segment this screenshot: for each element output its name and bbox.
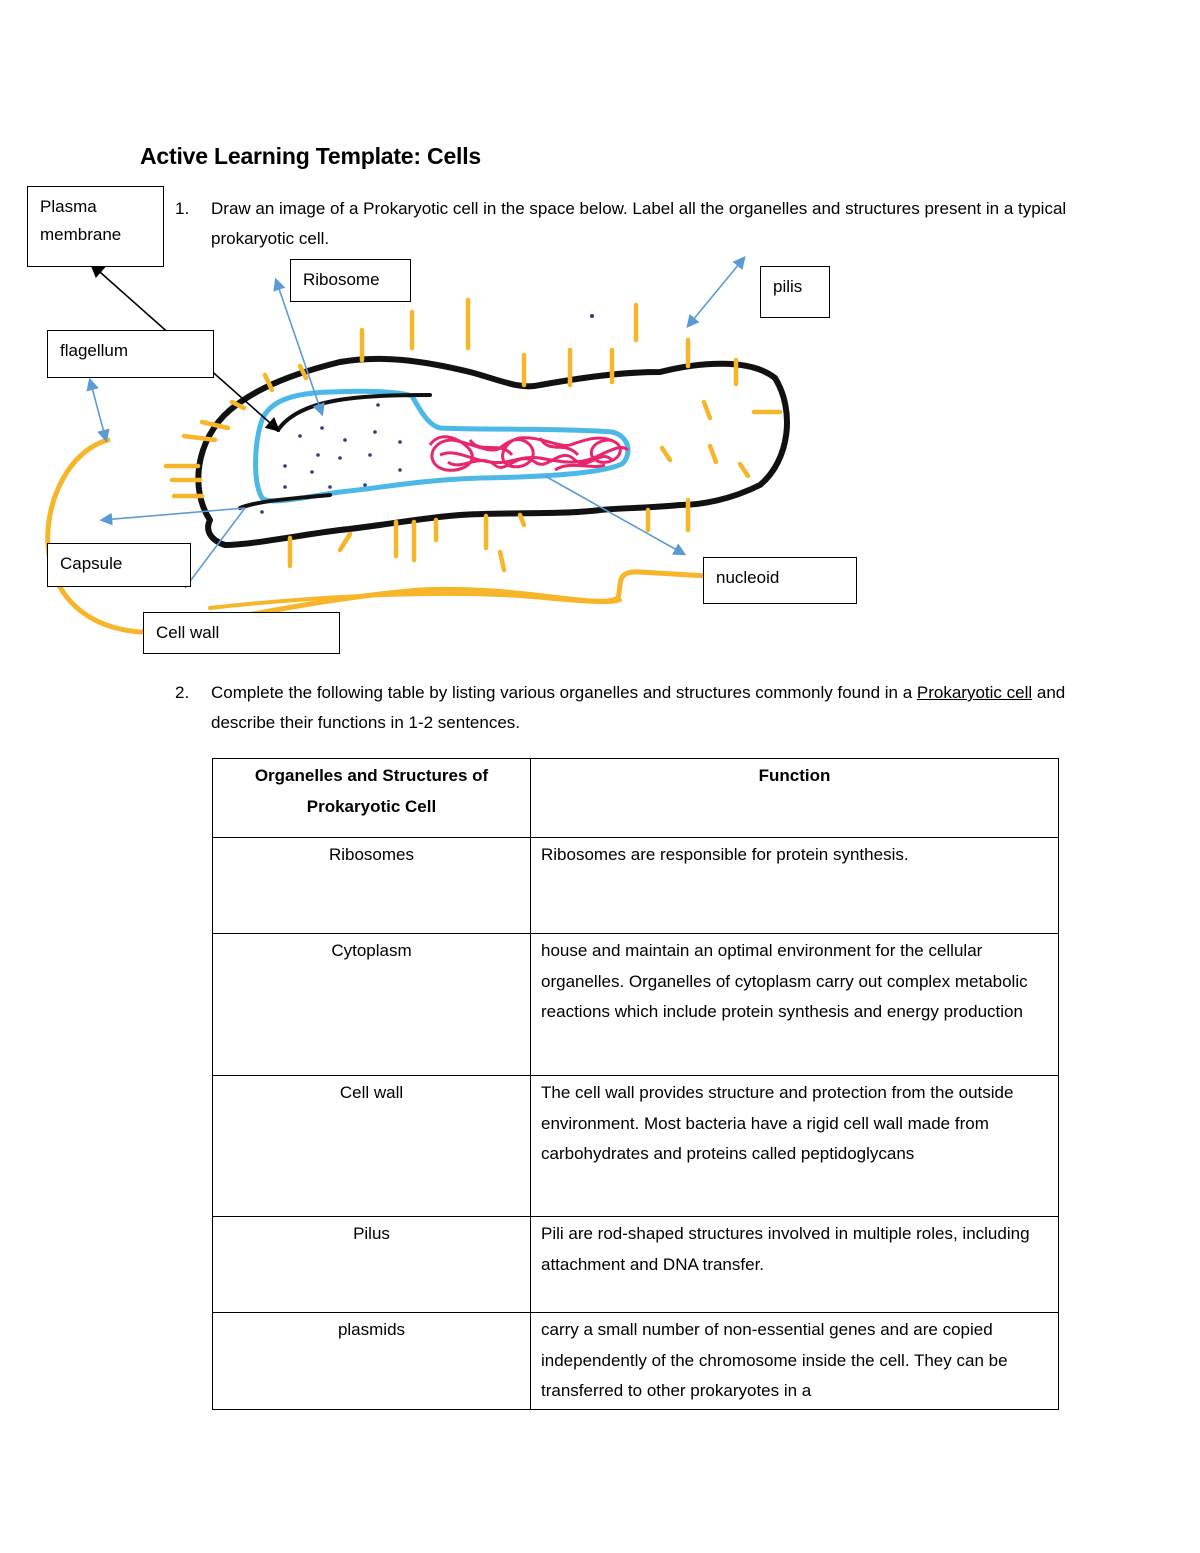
- label-arrows: [90, 258, 744, 588]
- label-ribosome: Ribosome: [290, 259, 411, 302]
- organelles-table: [212, 758, 1059, 1410]
- row-function: Pili are rod-shaped structures involved in multiple roles, including attachment and DNA transfer.: [531, 1217, 1059, 1313]
- question-2: [175, 678, 1071, 738]
- table-row: [213, 1217, 1059, 1313]
- row-name: plasmids: [213, 1313, 531, 1410]
- question-2-number: 2.: [175, 683, 190, 702]
- question-2-text-before: Complete the following table by listing various organelles and structures commonly found in a: [211, 683, 917, 702]
- prokaryotic-cell-drawing: [0, 170, 1200, 670]
- table-row: [213, 1076, 1059, 1217]
- row-function: house and maintain an optimal environment for the cellular organelles. Organelles of cytoplasm carry out complex metabolic reactions which include protein synthesis and energy production: [531, 934, 1059, 1076]
- nucleoid-scribble: [430, 437, 628, 470]
- header-organelles: Organelles and Structures of Prokaryotic Cell: [213, 759, 531, 838]
- question-1-text: Draw an image of a Prokaryotic cell in the space below. Label all the organelles and structures present in a typical prokaryotic cell.: [211, 199, 1067, 248]
- row-name: Ribosomes: [213, 838, 531, 934]
- table-row: [213, 934, 1059, 1076]
- table-row: [213, 838, 1059, 934]
- row-function: Ribosomes are responsible for protein synthesis.: [531, 838, 1059, 934]
- table-header-row: [213, 759, 1059, 838]
- table-row: [213, 1313, 1059, 1410]
- label-flagellum: flagellum: [47, 330, 214, 378]
- page-title: Active Learning Template: Cells: [140, 143, 482, 169]
- label-nucleoid: nucleoid: [703, 557, 857, 604]
- row-name: Cytoplasm: [213, 934, 531, 1076]
- label-pilis: pilis: [760, 266, 830, 318]
- row-function: carry a small number of non-essential genes and are copied independently of the chromosome inside the cell. They can be transferred to other prokaryotes in a: [531, 1313, 1059, 1410]
- question-2-underlined: Prokaryotic cell: [916, 683, 1033, 702]
- label-cell-wall: Cell wall: [143, 612, 340, 654]
- question-2-text-after: and describe their functions in 1-2 sentences.: [211, 683, 1066, 732]
- cell-wall-outline: [198, 359, 787, 545]
- label-capsule: Capsule: [47, 543, 191, 587]
- question-1-number: 1.: [175, 199, 190, 218]
- header-function: Function: [531, 759, 1059, 838]
- row-name: Pilus: [213, 1217, 531, 1313]
- row-name: Cell wall: [213, 1076, 531, 1217]
- label-plasma-membrane: Plasma membrane: [27, 186, 164, 267]
- row-function: The cell wall provides structure and protection from the outside environment. Most bacteria have a rigid cell wall made from carbohydrates and proteins called peptidoglycans: [531, 1076, 1059, 1217]
